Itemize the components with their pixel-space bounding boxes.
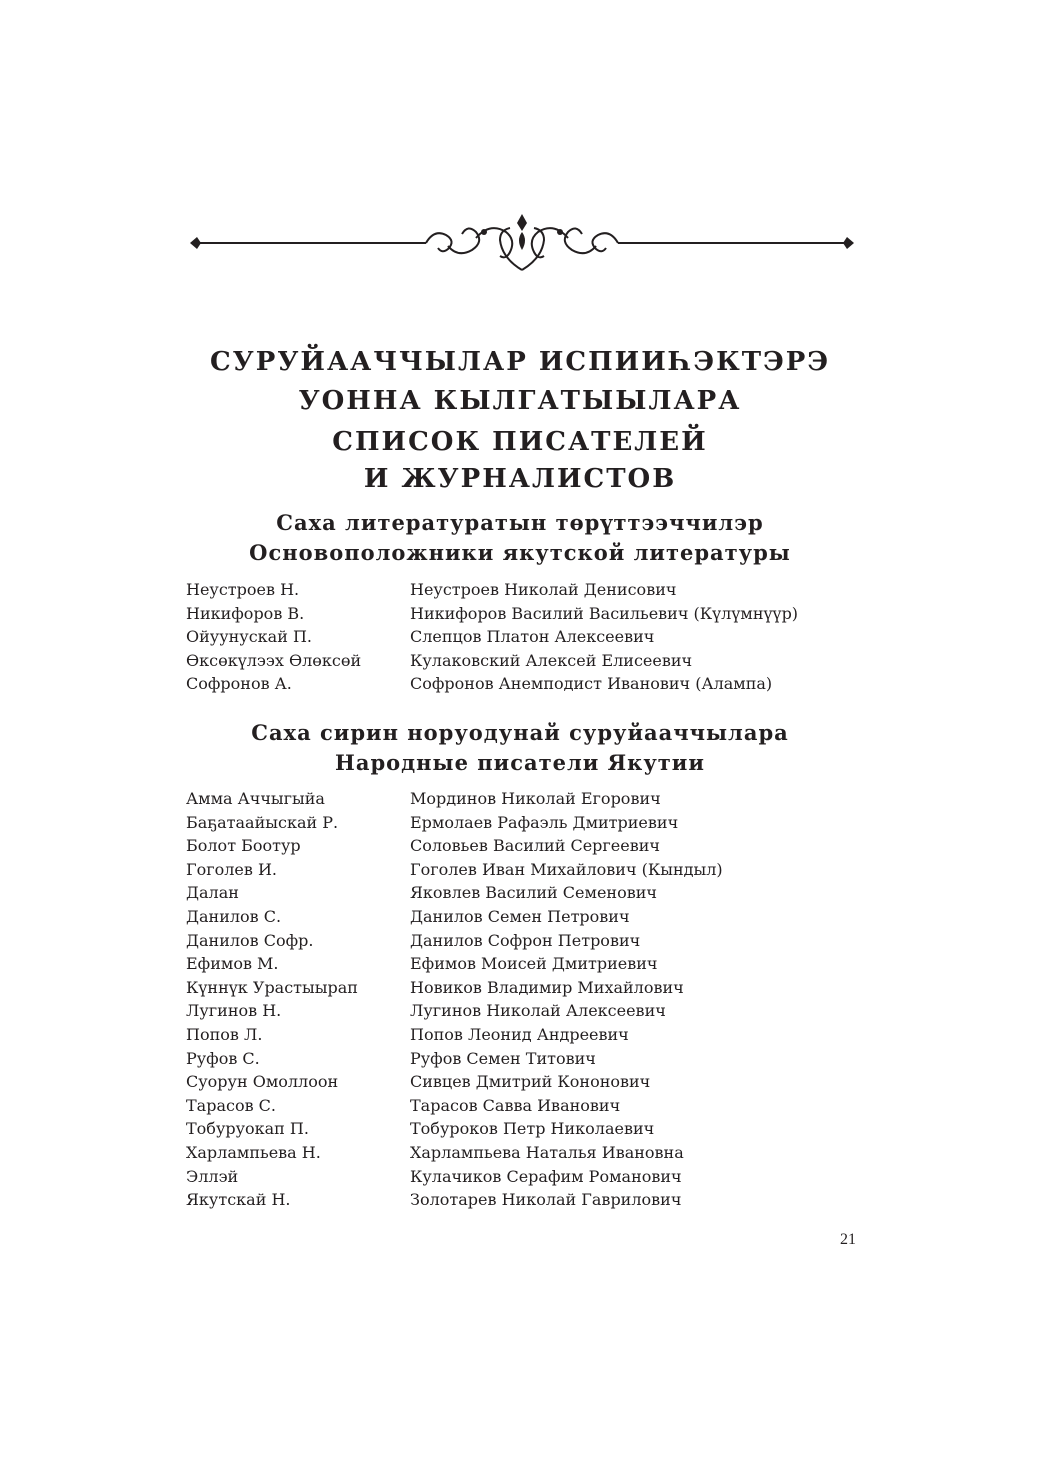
list-item <box>186 905 846 929</box>
founders-list <box>186 578 846 696</box>
list-item <box>186 976 846 1000</box>
full-name: Ермолаев Рафаэль Дмитриевич <box>410 812 679 832</box>
full-name: Гоголев Иван Михайлович (Кындыл) <box>410 859 723 879</box>
full-name: Руфов Семен Титович <box>410 1048 596 1068</box>
heading-line: Саха сирин норуодунай суруйааччылара <box>251 720 789 745</box>
list-item <box>186 578 846 602</box>
full-name: Ефимов Моисей Дмитриевич <box>410 954 658 974</box>
full-name: Харлампьева Наталья Ивановна <box>410 1142 684 1162</box>
list-item <box>186 649 846 673</box>
pseudonym: Лугинов Н. <box>186 1001 282 1021</box>
pseudonym: Данилов Софр. <box>186 930 314 950</box>
section-heading-founders <box>0 508 1040 568</box>
pseudonym: Руфов С. <box>186 1048 260 1068</box>
pseudonym: Өксөкүлээх Өлөксөй <box>186 650 362 670</box>
pseudonym: Ефимов М. <box>186 954 279 974</box>
full-name: Новиков Владимир Михайлович <box>410 977 684 997</box>
subtitle-line: И ЖУРНАЛИСТОВ <box>363 464 677 494</box>
full-name: Софронов Анемподист Иванович (Алампа) <box>410 674 773 694</box>
pseudonym: Харлампьева Н. <box>186 1142 321 1162</box>
full-name: Кулачиков Серафим Романович <box>410 1166 682 1186</box>
heading-line: Народные писатели Якутии <box>335 750 705 775</box>
full-name: Соловьев Василий Сергеевич <box>410 836 660 856</box>
national-writers-list <box>186 787 846 1212</box>
subtitle-line: СПИСОК ПИСАТЕЛЕЙ <box>332 427 708 457</box>
full-name: Яковлев Василий Семенович <box>410 883 657 903</box>
list-item <box>186 602 846 626</box>
list-item <box>186 1117 846 1141</box>
list-item <box>186 1070 846 1094</box>
pseudonym: Ойуунускай П. <box>186 627 312 647</box>
full-name: Золотарев Николай Гаврилович <box>410 1190 682 1210</box>
page-number: 21 <box>840 1231 856 1248</box>
pseudonym: Тобуруокап П. <box>186 1119 309 1139</box>
pseudonym: Болот Боотур <box>186 836 301 856</box>
pseudonym: Баҕатаайыскай Р. <box>186 812 339 832</box>
list-item <box>186 1188 846 1212</box>
list-item <box>186 929 846 953</box>
list-item <box>186 1165 846 1189</box>
pseudonym: Якутскай Н. <box>186 1190 291 1210</box>
full-name: Попов Леонид Андреевич <box>410 1024 629 1044</box>
pseudonym: Тарасов С. <box>186 1095 277 1115</box>
decorative-ornament <box>186 208 858 278</box>
page-title <box>0 343 1040 421</box>
full-name: Кулаковский Алексей Елисеевич <box>410 650 693 670</box>
full-name: Неустроев Николай Денисович <box>410 580 677 599</box>
pseudonym: Далан <box>186 883 239 903</box>
heading-line: Основоположники якутской литературы <box>249 540 791 565</box>
list-item <box>186 811 846 835</box>
full-name: Никифоров Василий Васильевич (Күлүмнүүр) <box>410 603 799 623</box>
pseudonym: Неустроев Н. <box>186 580 300 599</box>
list-item <box>186 881 846 905</box>
pseudonym: Попов Л. <box>186 1024 263 1044</box>
pseudonym: Күннүк Урастыырап <box>186 977 358 997</box>
full-name: Данилов Семен Петрович <box>410 906 630 926</box>
pseudonym: Никифоров В. <box>186 603 305 623</box>
pseudonym: Амма Аччыгыйа <box>186 789 325 808</box>
full-name: Сивцев Дмитрий Кононович <box>410 1072 651 1092</box>
list-item <box>186 787 846 811</box>
full-name: Данилов Софрон Петрович <box>410 930 641 950</box>
list-item <box>186 672 846 696</box>
list-item <box>186 1047 846 1071</box>
list-item <box>186 858 846 882</box>
full-name: Тарасов Савва Иванович <box>410 1095 621 1115</box>
list-item <box>186 625 846 649</box>
heading-line: Саха литературатын төрүттээччилэр <box>276 510 764 535</box>
title-line: УОННА КЫЛГАТЫЫЛАРА <box>298 386 742 416</box>
list-item <box>186 1094 846 1118</box>
full-name: Тобуроков Петр Николаевич <box>410 1119 655 1139</box>
pseudonym: Суорун Омоллоон <box>186 1072 339 1092</box>
list-item <box>186 999 846 1023</box>
list-item <box>186 834 846 858</box>
full-name: Лугинов Николай Алексеевич <box>410 1001 666 1021</box>
full-name: Слепцов Платон Алексеевич <box>410 627 655 647</box>
list-item <box>186 952 846 976</box>
pseudonym: Данилов С. <box>186 906 282 926</box>
title-line: СУРУЙААЧЧЫЛАР ИСПИИҺЭКТЭРЭ <box>209 347 831 377</box>
section-heading-national-writers <box>0 718 1040 778</box>
page-subtitle <box>0 424 1040 498</box>
full-name: Мординов Николай Егорович <box>410 789 661 808</box>
list-item <box>186 1141 846 1165</box>
pseudonym: Эллэй <box>186 1166 239 1186</box>
pseudonym: Софронов А. <box>186 674 292 694</box>
pseudonym: Гоголев И. <box>186 859 278 879</box>
list-item <box>186 1023 846 1047</box>
